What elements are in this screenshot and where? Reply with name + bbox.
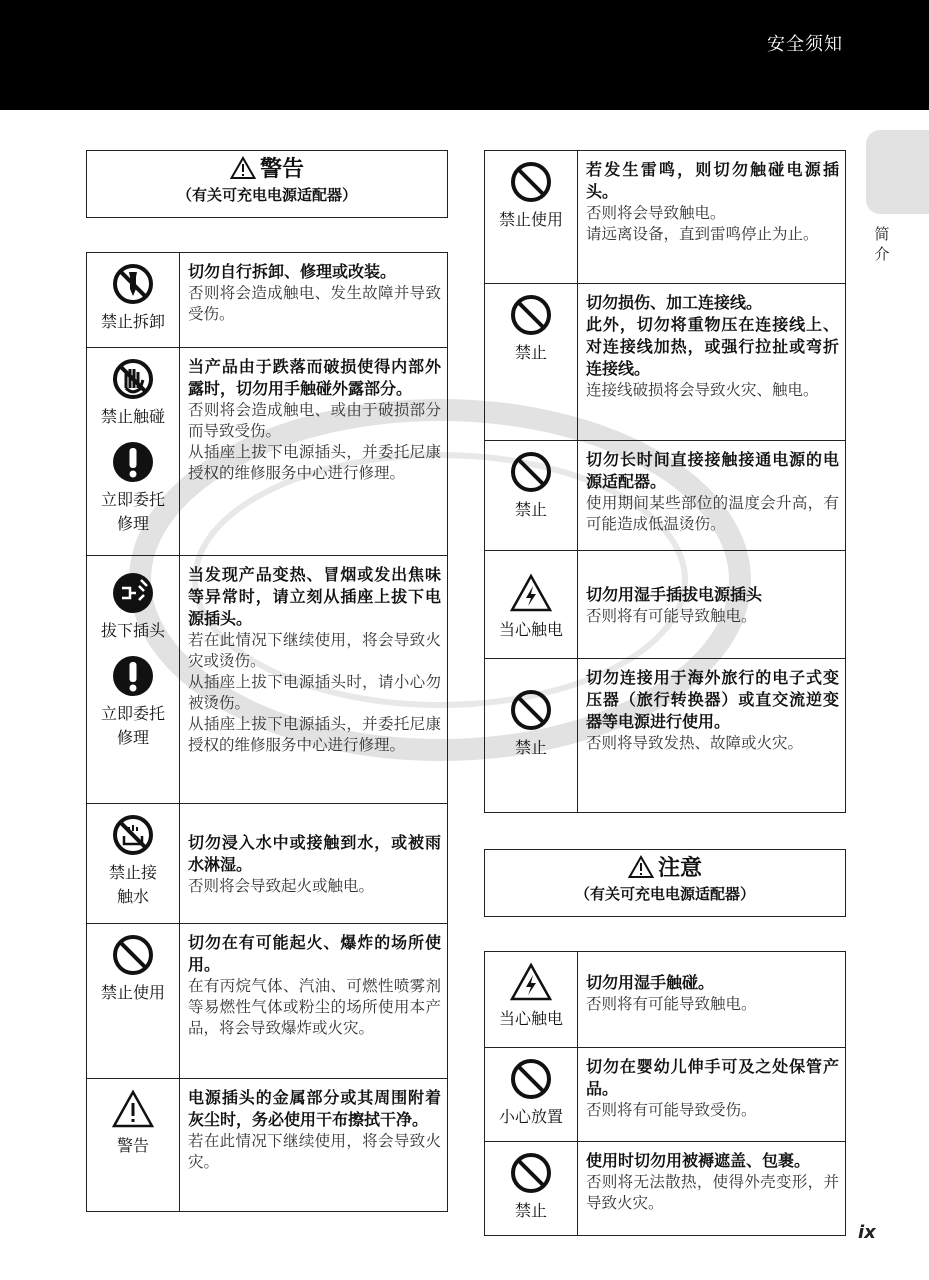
mandatory-icon [112,441,154,483]
prohibition-icon [510,1058,552,1100]
warning-icon [111,1089,155,1129]
instruction-text: 切勿长时间直接接触接通电源的电源适配器。 [586,450,839,491]
instruction-text: 当发现产品变热、冒烟或发出焦味等异常时，请立刻从插座上拔下电源插头。 [188,565,441,628]
instruction-text: 切勿连接用于海外旅行的电子式变压器（旅行转换器）或直交流逆变器等电源进行使用。 [586,668,839,731]
table-row [87,348,448,556]
caution-table [484,951,846,1236]
instruction-text: 当产品由于跌落而破损使得内部外露时，切勿用手触碰外露部分。 [188,357,441,398]
caution-subheading: （有关可充电电源适配器） [574,885,755,903]
caution-header-box [484,849,846,917]
prohibition-icon [510,451,552,493]
icon-label: 禁止 [514,343,547,362]
table-row [485,1048,846,1142]
table-row [87,804,448,924]
no-touch-icon [112,358,154,400]
warning-triangle-icon [628,855,654,879]
page-number: ix [858,1222,876,1243]
consequence-text: 否则将会导致触电。 [586,204,726,222]
table-row [87,924,448,1079]
consequence-text: 从插座上拔下电源插头，并委托尼康授权的维修服务中心进行修理。 [188,715,441,754]
consequence-text: 请远离设备，直到雷鸣停止为止。 [586,225,819,243]
instruction-text: 切勿在有可能起火、爆炸的场所使用。 [188,933,441,974]
table-row [87,556,448,804]
table-row [485,659,846,813]
side-tab-label: 简介 [874,225,890,263]
instruction-text: 切勿在婴幼儿伸手可及之处保管产品。 [586,1057,839,1098]
prohibition-icon [112,934,154,976]
icon-label: 拔下插头 [100,621,165,640]
consequence-text: 否则将有可能导致触电。 [586,995,757,1013]
table-row [87,1079,448,1212]
table-row [485,441,846,551]
instruction-text: 若发生雷鸣，则切勿触碰电源插头。 [586,160,839,201]
consequence-text: 否则将有可能导致触电。 [586,607,757,625]
instruction-text: 切勿损伤、加工连接线。 [586,293,763,312]
consequence-text: 从插座上拔下电源插头时，请小心勿被烫伤。 [188,673,441,712]
icon-label: 禁止使用 [100,983,165,1002]
electric-shock-icon [509,573,553,613]
warning-triangle-icon [230,156,256,180]
instruction-text-extra: 此外，切勿将重物压在连接线上、对连接线加热，或强行拉扯或弯折连接线。 [586,315,839,378]
consequence-text: 在有丙烷气体、汽油、可燃性喷雾剂等易燃性气体或粉尘的场所使用本产品，将会导致爆炸或火灾。 [188,977,441,1037]
instruction-text: 切勿用湿手插拔电源插头 [586,585,763,604]
consequence-text: 从插座上拔下电源插头，并委托尼康授权的维修服务中心进行修理。 [188,443,441,482]
side-tab[interactable] [866,130,929,214]
prohibition-icon [510,1152,552,1194]
icon-label: 警告 [116,1136,149,1155]
consequence-text: 否则将会造成触电、或由于破损部分而导致受伤。 [188,401,441,440]
icon-label: 禁止触碰 [100,407,165,426]
icon-label: 禁止接触水 [108,863,157,906]
consequence-text: 否则将导致发热、故障或火灾。 [586,734,804,752]
no-water-icon [112,814,154,856]
icon-label: 当心触电 [498,1009,563,1028]
icon-label: 禁止 [514,1201,547,1220]
icon-label: 小心放置 [498,1107,563,1126]
caution-heading: 注意 [657,856,702,881]
table-row [87,253,448,348]
icon-label: 禁止拆卸 [100,312,165,331]
consequence-text: 否则将会造成触电、发生故障并导致受伤。 [188,284,441,323]
warning-heading: 警告 [259,157,304,182]
icon-label: 立即委托修理 [100,490,165,533]
consequence-text: 否则将有可能导致受伤。 [586,1101,757,1119]
instruction-text: 切勿浸入水中或接触到水，或被雨水淋湿。 [188,833,441,874]
warning-table-left [86,252,448,1212]
electric-shock-icon [509,962,553,1002]
icon-label: 禁止使用 [498,210,563,229]
consequence-text: 否则将无法散热，使得外壳变形，并导致火灾。 [586,1173,839,1212]
instruction-text: 使用时切勿用被褥遮盖、包裹。 [586,1151,811,1170]
no-disassembly-icon [112,263,154,305]
mandatory-icon [112,655,154,697]
instruction-text: 切勿用湿手触碰。 [586,973,715,992]
table-row [485,551,846,659]
consequence-text: 若在此情况下继续使用，将会导致火灾。 [188,1132,441,1171]
page-title: 安全须知 [767,34,843,55]
consequence-text: 连接线破损将会导致火灾、触电。 [586,381,819,399]
consequence-text: 否则将会导致起火或触电。 [188,877,375,895]
consequence-text: 使用期间某些部位的温度会升高，有可能造成低温烫伤。 [586,494,839,533]
instruction-text: 电源插头的金属部分或其周围附着灰尘时，务必使用干布擦拭干净。 [188,1088,441,1129]
warning-table-right [484,150,846,813]
table-row [485,952,846,1048]
table-row [485,151,846,284]
icon-label: 当心触电 [498,620,563,639]
icon-label: 立即委托修理 [100,704,165,747]
table-row [485,1142,846,1236]
header-bar [0,0,929,110]
table-row [485,284,846,441]
prohibition-icon [510,689,552,731]
prohibition-icon [510,294,552,336]
warning-subheading: （有关可充电电源适配器） [176,186,357,204]
instruction-text: 切勿自行拆卸、修理或改装。 [188,262,397,281]
icon-label: 禁止 [514,500,547,519]
unplug-icon [112,572,154,614]
prohibition-icon [510,161,552,203]
icon-label: 禁止 [514,738,547,757]
warning-header-box [86,150,448,218]
consequence-text: 若在此情况下继续使用，将会导致火灾或烫伤。 [188,631,441,670]
